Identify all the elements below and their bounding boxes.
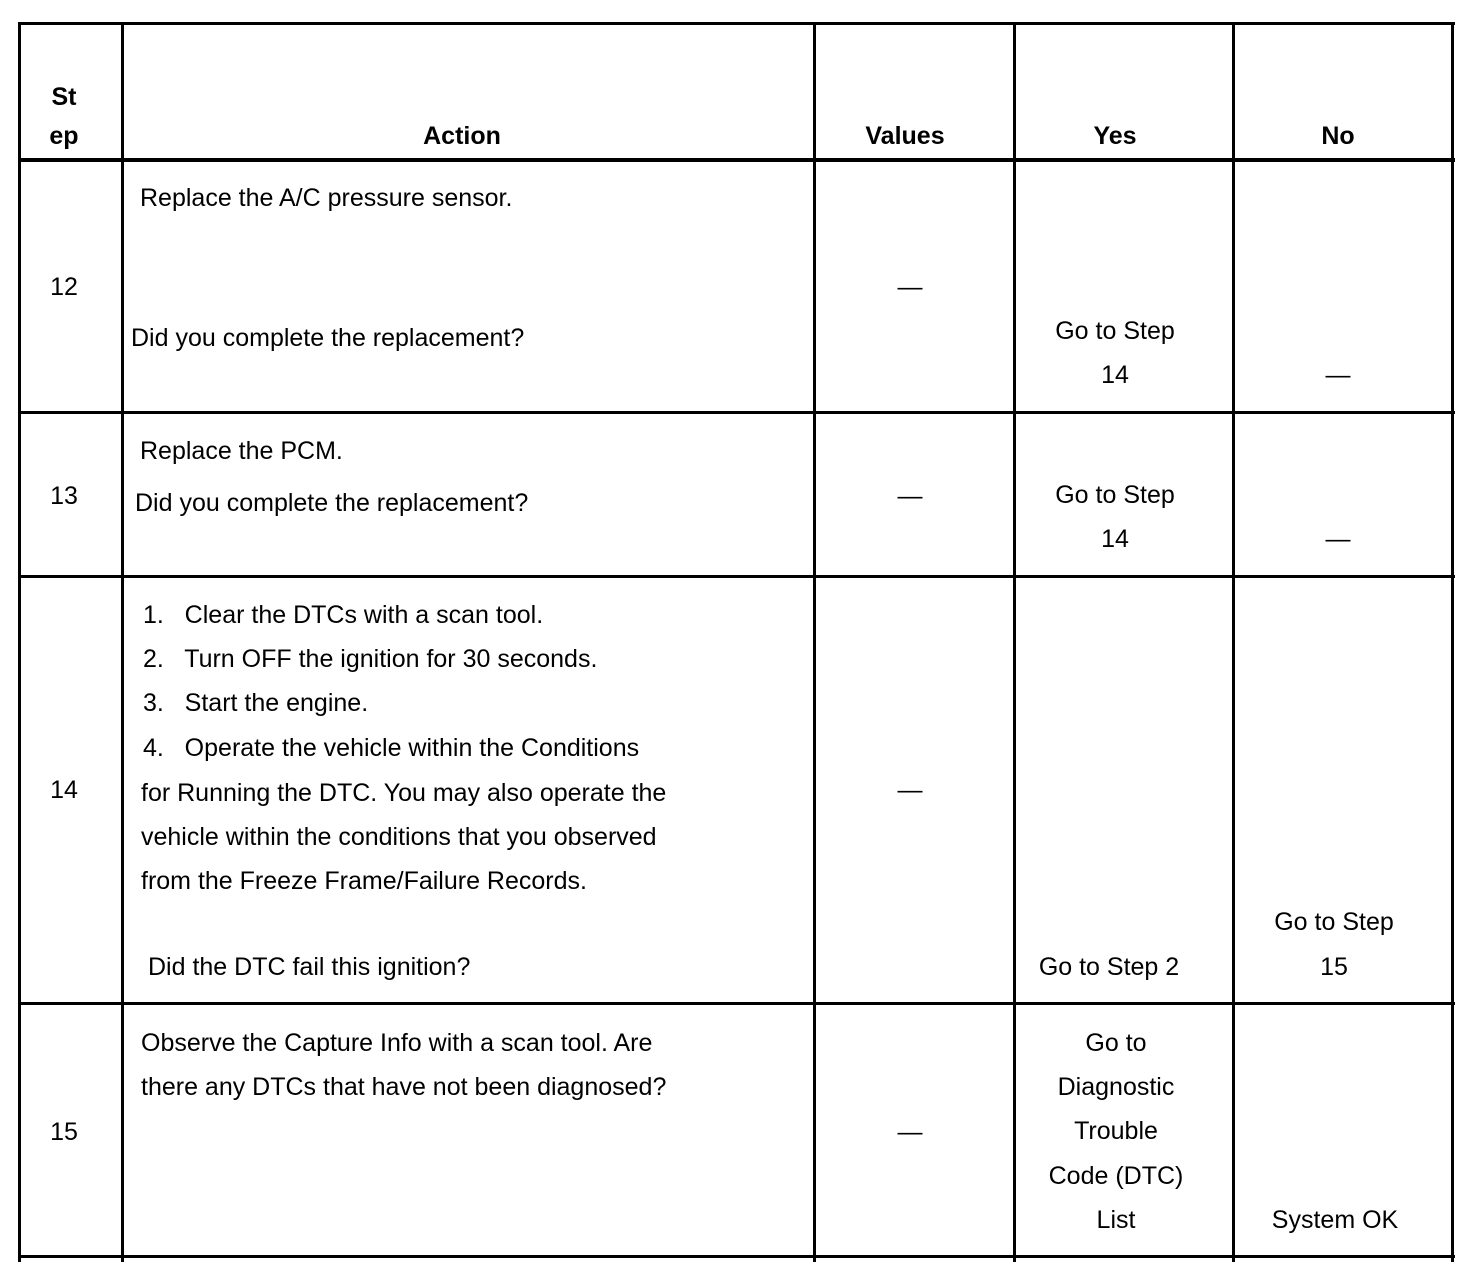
action-list-item: 2. Turn OFF the ignition for 30 seconds.	[143, 645, 598, 673]
yes-cell: Go to Step	[1055, 481, 1175, 509]
yes-cell: Trouble	[1074, 1117, 1158, 1145]
header-step-line1: St	[51, 83, 77, 111]
values-cell: —	[897, 776, 923, 804]
yes-cell: Go to Step	[1055, 317, 1175, 345]
table-border-left	[18, 22, 21, 1262]
action-text: Replace the PCM.	[140, 437, 343, 465]
action-text: Did you complete the replacement?	[131, 324, 525, 352]
yes-cell: Go to	[1085, 1029, 1147, 1057]
action-list-item: 3. Start the engine.	[143, 689, 369, 717]
step-number: 14	[50, 776, 78, 804]
values-cell: —	[897, 273, 923, 301]
values-cell: —	[897, 482, 923, 510]
row-divider	[18, 1002, 1455, 1005]
column-divider	[1013, 22, 1016, 1262]
action-text: Observe the Capture Info with a scan tool. Are	[141, 1029, 653, 1057]
action-text: Did the DTC fail this ignition?	[148, 953, 471, 981]
row-divider	[18, 411, 1455, 414]
no-cell: Go to Step	[1274, 908, 1394, 936]
step-number: 15	[50, 1118, 78, 1146]
header-action: Action	[423, 122, 501, 150]
no-cell: 15	[1320, 953, 1348, 981]
yes-cell: 14	[1101, 525, 1129, 553]
action-text: there any DTCs that have not been diagnosed?	[141, 1073, 667, 1101]
no-cell: —	[1325, 525, 1351, 553]
table-border-right	[1451, 22, 1454, 1262]
yes-cell: List	[1096, 1206, 1136, 1234]
row-divider	[18, 575, 1455, 578]
yes-cell: Diagnostic	[1057, 1073, 1175, 1101]
header-divider	[18, 158, 1455, 162]
header-values: Values	[865, 122, 945, 150]
step-number: 13	[50, 482, 78, 510]
column-divider	[121, 22, 124, 1262]
yes-cell: Go to Step 2	[1038, 953, 1180, 981]
action-text: vehicle within the conditions that you observed	[141, 823, 657, 851]
action-text: for Running the DTC. You may also operate the	[141, 779, 667, 807]
yes-cell: 14	[1101, 361, 1129, 389]
yes-cell: Code (DTC)	[1048, 1162, 1184, 1190]
table-border-bottom	[18, 1255, 1455, 1258]
action-text: Replace the A/C pressure sensor.	[140, 184, 513, 212]
table-border-top	[18, 22, 1455, 25]
action-text: from the Freeze Frame/Failure Records.	[141, 867, 587, 895]
column-divider	[1232, 22, 1235, 1262]
column-divider	[813, 22, 816, 1262]
no-cell: —	[1325, 361, 1351, 389]
header-yes: Yes	[1093, 122, 1137, 150]
action-list-item: 1. Clear the DTCs with a scan tool.	[143, 601, 544, 629]
values-cell: —	[897, 1118, 923, 1146]
header-no: No	[1321, 122, 1355, 150]
action-text: Did you complete the replacement?	[135, 489, 529, 517]
step-number: 12	[50, 273, 78, 301]
header-step-line2: ep	[49, 122, 79, 150]
no-cell: System OK	[1271, 1206, 1399, 1234]
action-list-item: 4. Operate the vehicle within the Conditions	[143, 734, 640, 762]
